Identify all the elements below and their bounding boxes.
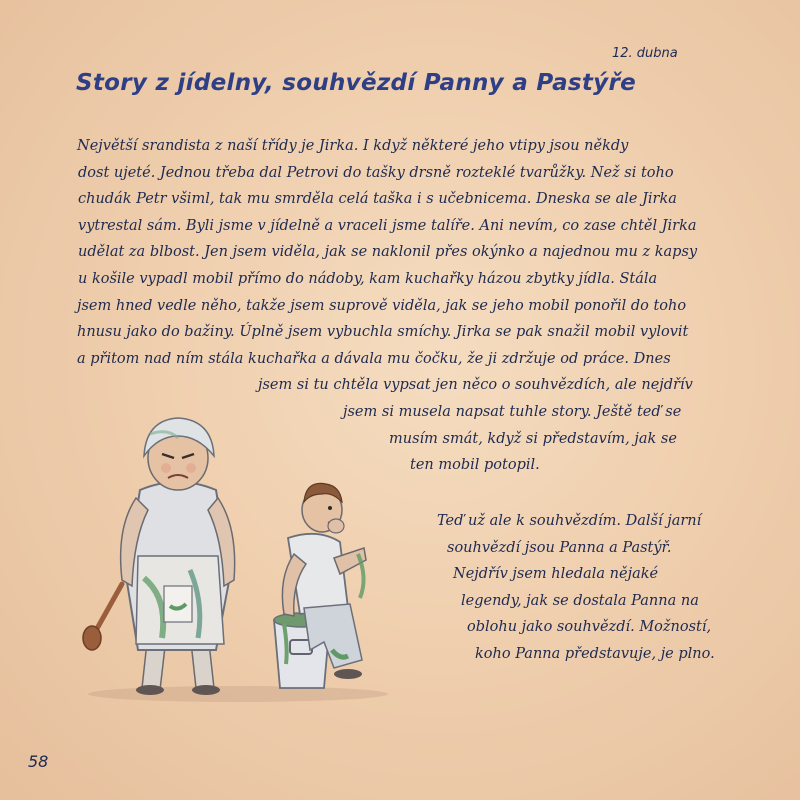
text-line: jsem hned vedle něho, takže jsem suprově viděla, jak se jeho mobil ponořil do toho [77, 297, 687, 314]
text-line: u košile vypadl mobil přímo do nádoby, kam kuchařky házou zbytky jídla. Stála [78, 270, 658, 287]
text-line: a přitom nad ním stála kuchařka a dávala mu čočku, že ji zdržuje od práce. Dnes [77, 350, 671, 367]
text-line: Největší srandista z naší třídy je Jirka. I když některé jeho vtipy jsou někdy [77, 138, 629, 154]
text-line: musím smát, když si představím, jak se [389, 430, 677, 447]
text-line: jsem si tu chtěla vypsat jen něco o souhvězdích, ale nejdřív [258, 377, 693, 394]
text-line: koho Panna představuje, je plno. [475, 645, 715, 662]
text-line: legendy, jak se dostala Panna na [461, 592, 699, 609]
text-line: oblohu jako souhvězdí. Možností, [467, 619, 712, 636]
text-line: dost ujeté. Jednou třeba dal Petrovi do tašky drsně rozteklé tvarůžky. Než si toho [78, 164, 674, 181]
cook-figure [83, 418, 235, 695]
text-line: Teď už ale k souhvězdím. Další jarní [437, 513, 702, 529]
text-line: ten mobil potopil. [410, 457, 540, 474]
text-line: chudák Petr všiml, tak mu smrděla celá taška i s učebnicema. Dneska se ale Jirka [78, 191, 677, 208]
text-line: hnusu jako do bažiny. Úplně jsem vybuchla smíchy. Jirka se pak snažil mobil vylovit [77, 324, 689, 341]
text-line: jsem si musela napsat tuhle story. Ještě teď se [343, 403, 682, 420]
ground-shadow [88, 686, 388, 702]
diary-date: 12. dubna [612, 46, 678, 61]
page-number: 58 [28, 752, 49, 771]
text-line: Nejdřív jsem hledala nějaké [453, 566, 659, 583]
text-line: udělat za blbost. Jen jsem viděla, jak se naklonil přes okýnko a najednou mu z kapsy [78, 244, 698, 261]
text-line: souhvězdí jsou Panna a Pastýř. [447, 539, 672, 556]
text-line: vytrestal sám. Byli jsme v jídelně a vraceli jsme talíře. Ani nevím, co zase chtěl Jirka [78, 217, 697, 234]
constellation-paragraph [437, 508, 715, 668]
page-title: Story z jídelny, souhvězdí Panny a Pastýře [76, 70, 637, 96]
cook-and-boy-illustration [78, 398, 418, 708]
